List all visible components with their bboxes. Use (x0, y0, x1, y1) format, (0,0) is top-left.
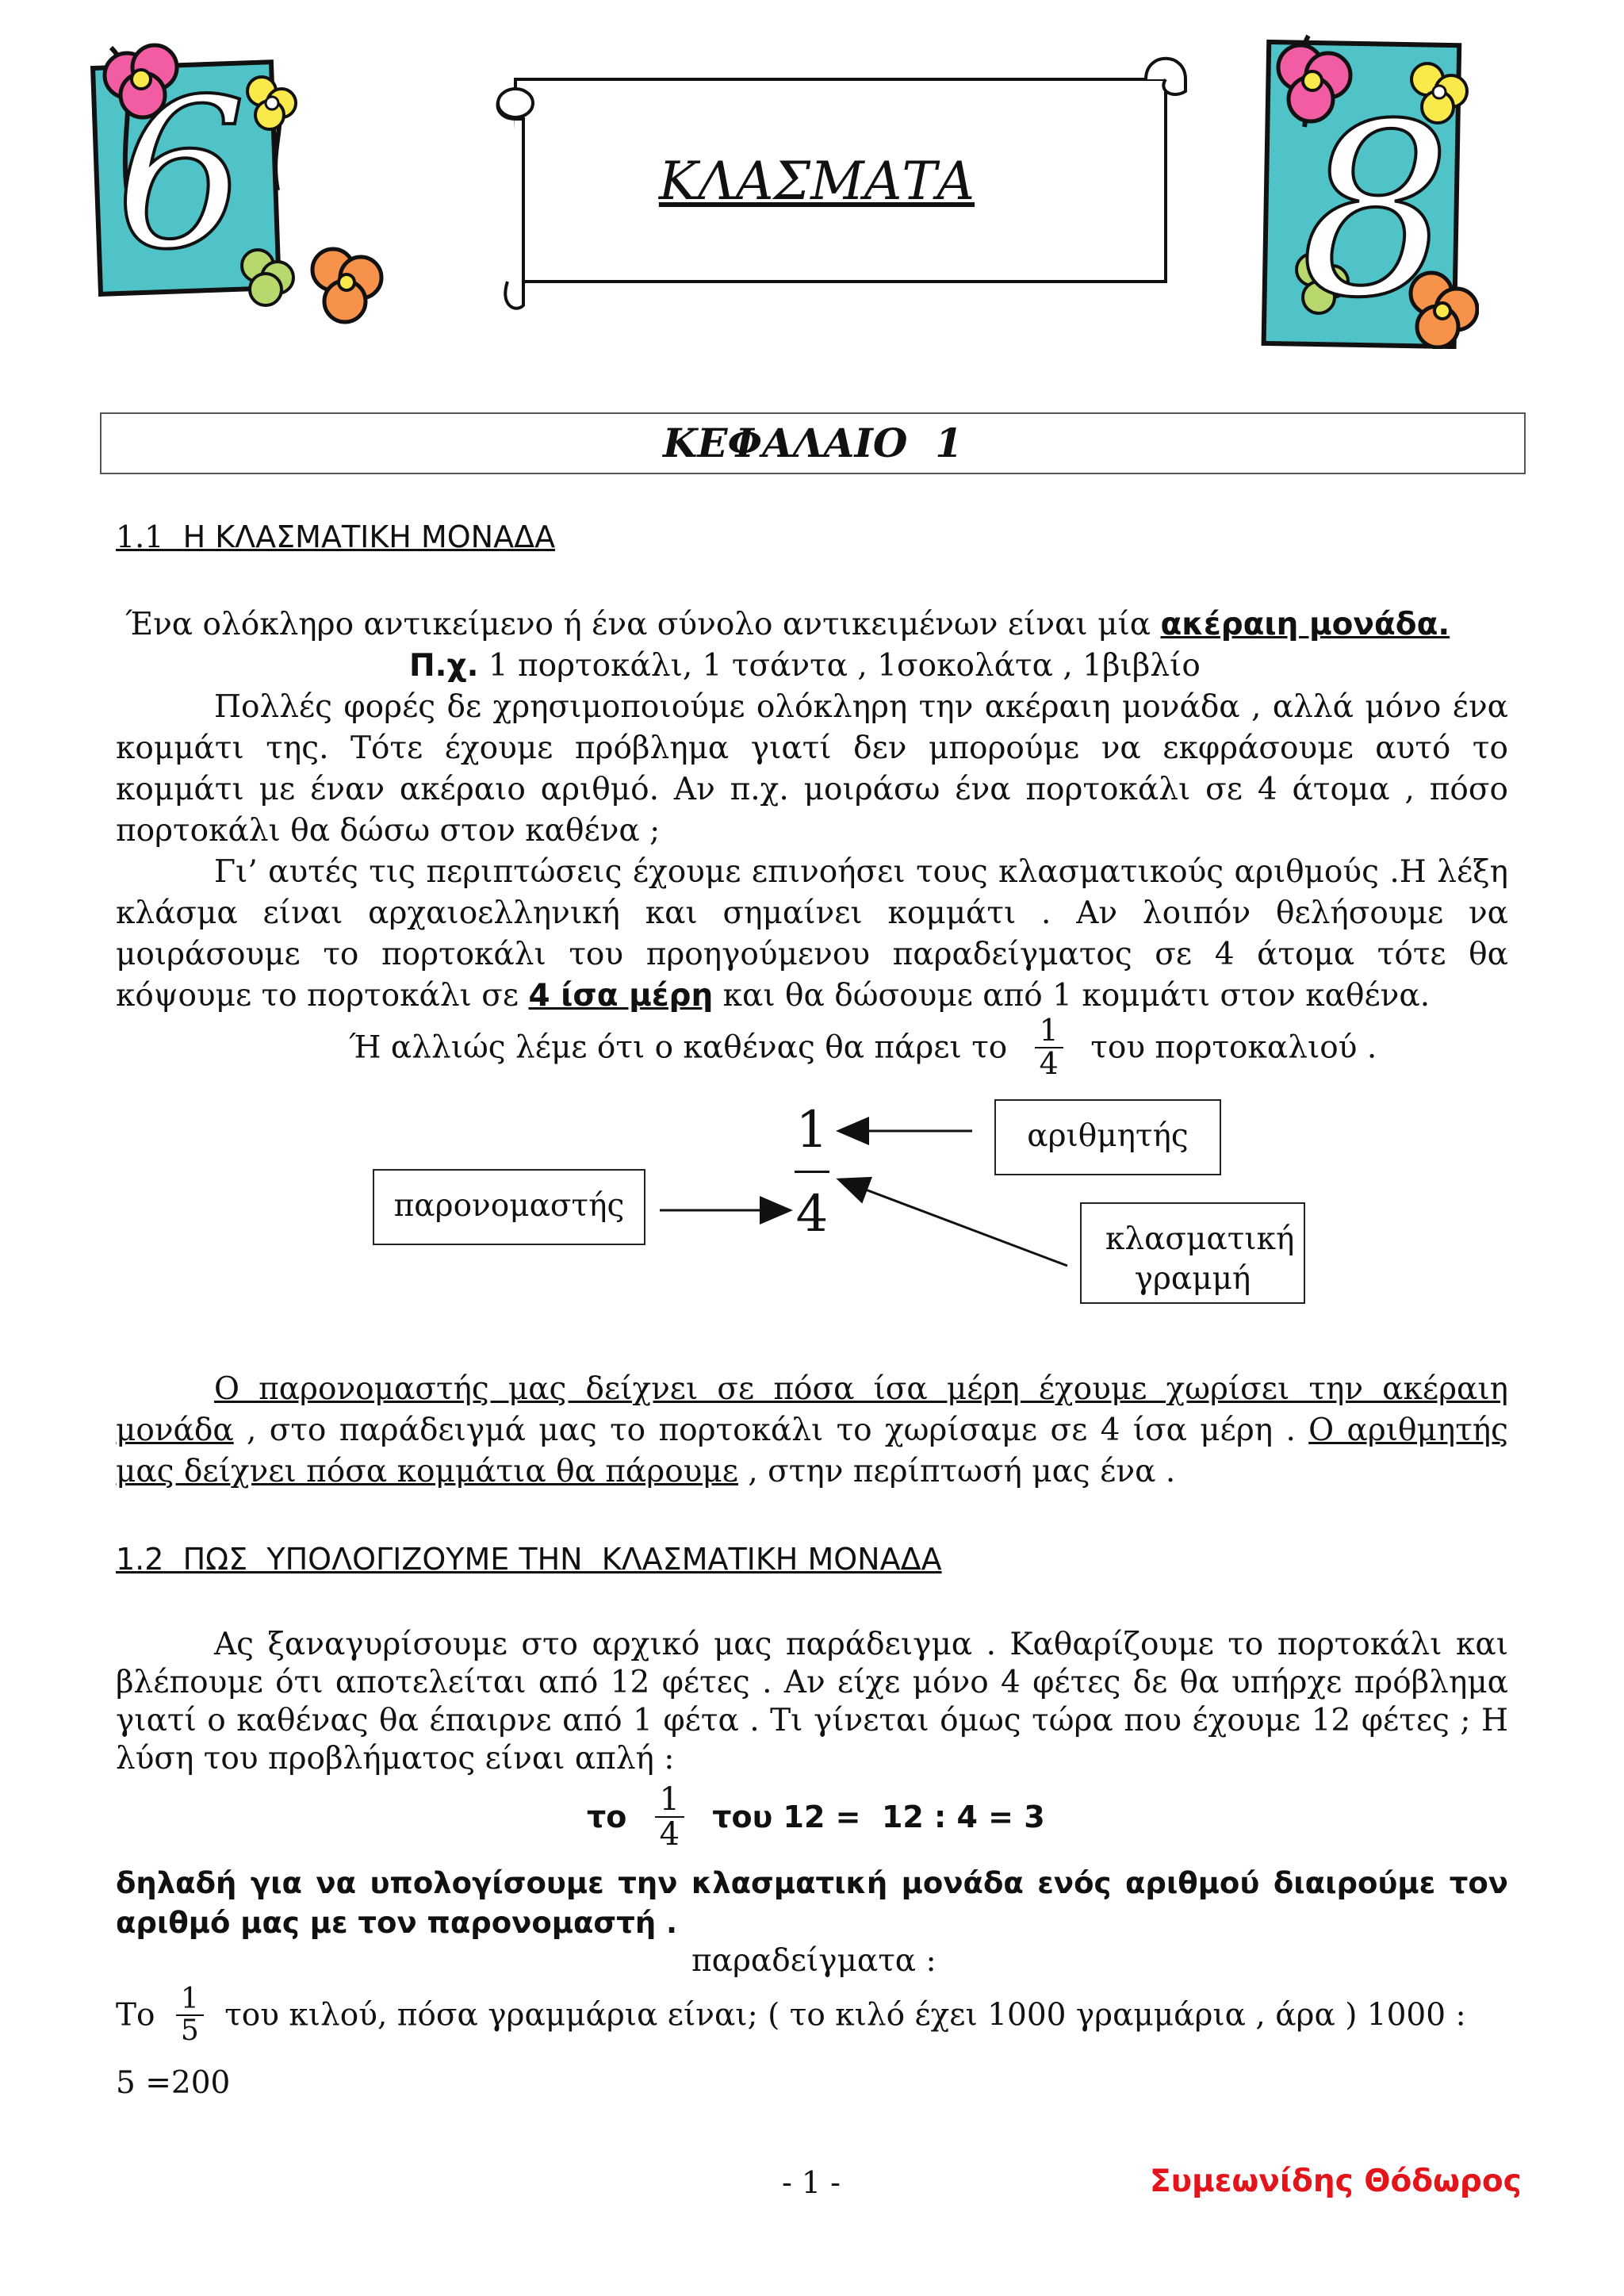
s2-formula-text: το (587, 1800, 627, 1834)
s1-p5-underlined-2: Ο αριθμητής μας δείχνει πόσα κομμάτια θα πάρουμε (116, 1412, 1508, 1489)
author-name: Συμεωνίδης Θόδωρος (1150, 2164, 1522, 2199)
flower-tile-right-icon (1249, 32, 1479, 349)
formula-fraction-numerator: 1 (655, 1783, 684, 1818)
diagram-denominator: 4 (795, 1185, 829, 1244)
s1-example (409, 646, 1519, 687)
s1-p3-emphasis: 4 ίσα μέρη (528, 978, 714, 1014)
section-1-heading (116, 519, 555, 554)
s1-p5-text: , στο παράδειγμά μας το πορτοκάλι το χωρίσαμε σε 4 ίσα μέρη . (233, 1412, 1309, 1448)
example-fraction (176, 1984, 204, 2046)
example-fraction-numerator: 1 (176, 1984, 204, 2016)
s1-paragraph-2: Πολλές φορές δε χρησιμοποιούμε ολόκληρη την ακέραιη μονάδα , αλλά μόνο ένα κομμάτι της. Τότε έχουμε πρόβλημα γιατί δεν μπορούμε να εκφράσουμε αυτό το κομμάτι με έναν ακέραιο αριθμό. Αν π.χ. μοιράσω ένα πορτοκάλι σε 4 άτομα , πόσο πορτοκάλι θα δώσω στον καθένα ; (116, 689, 1508, 849)
right-decorative-tile (1249, 32, 1479, 349)
s2-paragraph-1: Ας ξαναγυρίσουμε στο αρχικό μας παράδειγμα . Καθαρίζουμε το πορτοκάλι και βλέπουμε ότι αποτελείται από 12 φέτες . Αν είχε μόνο 4 φέτες δε θα υπήρχε πρόβλημα γιατί ο καθένας θα έπαιρνε από 1 φέτα . Τι γίνεται όμως τώρα που έχουμε 12 φέτες ; Η λύση του προβλήματος είναι απλή : (116, 1627, 1508, 1777)
s1-paragraph-4 (349, 1015, 1377, 1080)
s1-p3-text-end: και θα δώσουμε από 1 κομμάτι στον καθένα. (713, 978, 1431, 1014)
section-1-title: Η ΚΛΑΣΜΑΤΙΚΗ ΜΟΝΑΔΑ (182, 519, 556, 554)
green-flower-icon (242, 250, 293, 305)
s2-rule: δηλαδή για να υπολογίσουμε την κλασματική μονάδα ενός αριθμού διαιρούμε τον αριθμό μας με τον παρονομαστή . (116, 1866, 1508, 1940)
scroll-title: ΚΛΑΣΜΑΤΑ (658, 151, 975, 212)
numerator-label: αριθμητής (1027, 1118, 1189, 1154)
arrow-to-fraction-line-icon (841, 1180, 1067, 1266)
flower-tile-left-icon (79, 32, 309, 317)
numerator-label-box (994, 1099, 1221, 1175)
s2-example-1-text-end: του κιλού, πόσα γραμμάρια είναι; ( το κιλό έχει 1000 γραμμάρια , άρα ) 1000 : (224, 1997, 1466, 2033)
s1-p1-emphasis: ακέραιη μονάδα. (1160, 607, 1450, 642)
s2-formula-result: του 12 = 12 : 4 = 3 (712, 1800, 1045, 1834)
tile-digit-left: 6 (115, 56, 247, 295)
page-number: - 1 - (782, 2165, 841, 2200)
s1-example-label: Π.χ. (409, 648, 479, 684)
tile-digit-right: 8 (1300, 73, 1452, 349)
s2-example-1 (116, 1984, 1466, 2046)
s1-p4-text-end: του πορτοκαλιού . (1090, 1029, 1377, 1066)
section-2-title: ΠΩΣ ΥΠΟΛΟΓΙΖΟΥΜΕ ΤΗΝ ΚΛΑΣΜΑΤΙΚΗ ΜΟΝΑΔΑ (182, 1542, 942, 1577)
inline-fraction-numerator: 1 (1035, 1015, 1063, 1048)
inline-fraction-denominator: 4 (1039, 1045, 1059, 1081)
diagram-numerator: 1 (795, 1101, 829, 1159)
formula-fraction (655, 1783, 684, 1851)
denominator-label-box (373, 1169, 645, 1245)
left-decorative-tile (79, 32, 309, 317)
s2-example-1-answer: 5 =200 (116, 2065, 231, 2101)
section-2-heading (116, 1542, 942, 1577)
section-1-number: 1.1 (116, 519, 164, 554)
s1-paragraph-1 (116, 604, 1518, 646)
inline-fraction (1035, 1015, 1063, 1080)
s1-p1-text: Ένα ολόκληρο αντικείμενο ή ένα σύνολο αντικειμένων είναι μία (125, 607, 1161, 642)
s1-example-text: 1 πορτοκάλι, 1 τσάντα , 1σοκολάτα , 1βιβλίο (478, 648, 1201, 684)
s1-p4-text: Ή αλλιώς λέμε ότι ο καθένας θα πάρει το (349, 1029, 1008, 1066)
diagram-fraction-line (795, 1171, 829, 1173)
chapter-title: ΚΕΦΑΛΑΙΟ 1 (662, 420, 963, 466)
orange-flower-icon (301, 238, 389, 349)
example-fraction-denominator: 5 (180, 2014, 199, 2047)
formula-fraction-denominator: 4 (659, 1816, 680, 1853)
s2-formula (587, 1783, 1045, 1851)
s1-p5-text-end: , στην περίπτωσή μας ένα . (737, 1454, 1176, 1489)
s1-paragraph-5 (116, 1369, 1508, 1493)
s1-paragraph-3 (116, 852, 1508, 1017)
chapter-box (100, 412, 1526, 474)
s1-p3-text: Γι’ αυτές τις περιπτώσεις έχουμε επινοήσει τους κλασματικούς αριθμούς .Η λέξη κλάσμα είναι αρχαιοελληνική και σημαίνει κομμάτι . Αν λοιπόν θελήσουμε να μοιράσουμε το πορτοκάλι του προηγούμενου παραδείγματος σε 4 άτομα τότε θα κόψουμε το πορτοκάλι σε (116, 854, 1508, 1014)
fraction-line-label-box (1080, 1202, 1305, 1304)
s2-examples-label: παραδείγματα : (691, 1943, 936, 1979)
denominator-label: παρονομαστής (393, 1188, 625, 1224)
section-2-number: 1.2 (116, 1542, 164, 1577)
fraction-line-label: κλασματική γραμμή (1105, 1221, 1295, 1297)
s1-p5-underlined-1: Ο παρονομαστής μας δείχνει σε πόσα ίσα μέρη έχουμε χωρίσει την ακέραιη μονάδα (116, 1371, 1508, 1448)
s2-example-1-text: Το (116, 1997, 155, 2033)
